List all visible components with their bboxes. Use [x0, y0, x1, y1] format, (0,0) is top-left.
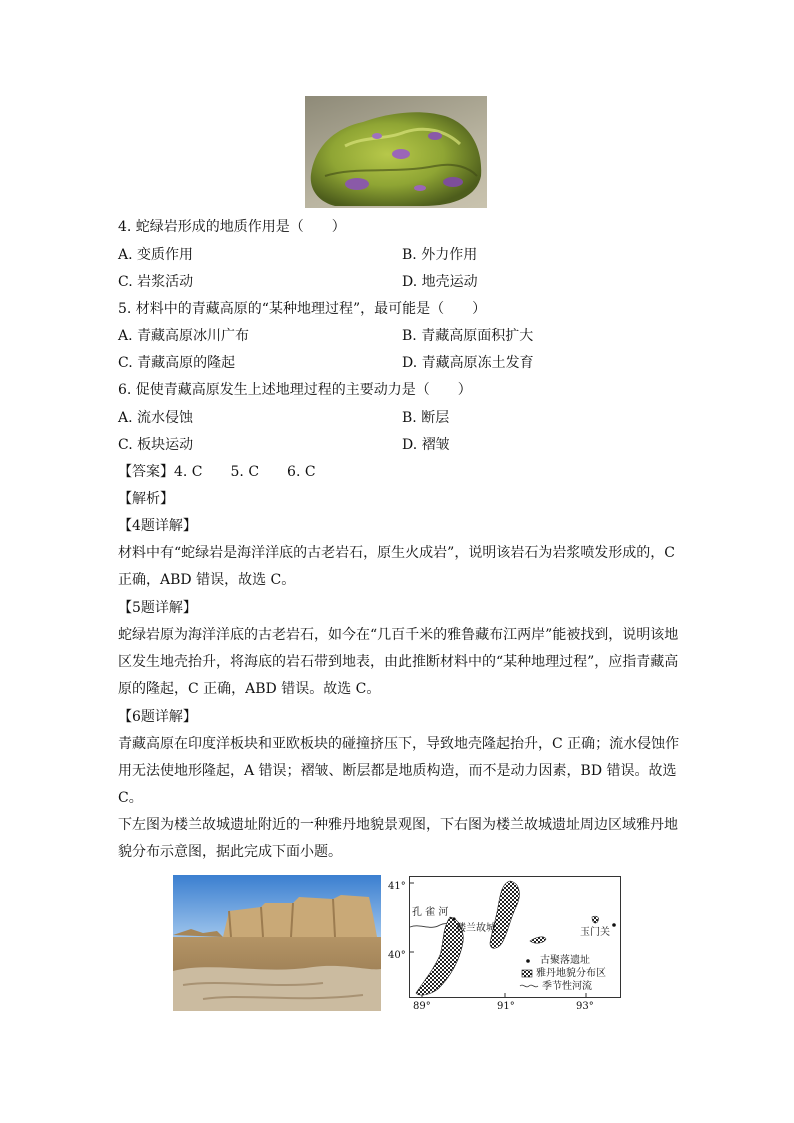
question-4-option-c: C. 岩浆活动: [118, 274, 194, 290]
longitude-93-label: 93°: [576, 1001, 594, 1012]
question-6-option-c: C. 板块运动: [118, 437, 194, 453]
legend-seasonal-river: 季节性河流: [542, 981, 592, 992]
detail-4-line-1: 材料中有“蛇绿岩是海洋洋底的古老岩石，原生火成岩”，说明该岩石为岩浆喷发形成的，C: [118, 545, 676, 561]
question-4-option-d: D. 地壳运动: [402, 274, 478, 290]
yumen-pass-label: 玉门关: [580, 927, 610, 938]
question-4-stem: 4. 蛇绿岩形成的地质作用是（ ）: [118, 219, 346, 235]
detail-5-line-2: 区发生地壳抬升，将海底的岩石带到地表，由此推断材料中的“某种地理过程”，应指青藏高: [118, 654, 679, 670]
detail-5-line-1: 蛇绿岩原为海洋洋底的古老岩石，如今在“几百千米的雅鲁藏布江两岸”能被找到，说明该地: [118, 627, 679, 643]
longitude-89-label: 89°: [413, 1001, 431, 1012]
intro-line-2: 貌分布示意图，据此完成下面小题。: [118, 844, 342, 860]
question-5-option-b: B. 青藏高原面积扩大: [402, 328, 534, 344]
ophiolite-rock-photo: [305, 96, 487, 208]
latitude-40-label: 40°: [388, 950, 406, 961]
question-5-stem: 5. 材料中的青藏高原的“某种地理过程”，最可能是（ ）: [118, 301, 487, 317]
intro-line-1: 下左图为楼兰故城遗址附近的一种雅丹地貌景观图，下右图为楼兰故城遗址周边区域雅丹地: [118, 817, 678, 833]
question-6-option-a: A. 流水侵蚀: [118, 410, 194, 426]
answer-line: 【答案】4. C 5. C 6. C: [118, 464, 316, 480]
detail-4-line-2: 正确，ABD 错误，故选 C。: [118, 572, 296, 588]
detail-5-line-3: 原的隆起，C 正确，ABD 错误。故选 C。: [118, 681, 381, 697]
detail-6-line-2: 用无法使地形隆起，A 错误；褶皱、断层都是地质构造，而不是动力因素，BD 错误。故选: [118, 763, 677, 779]
legend-settlement-site: 古聚落遗址: [540, 955, 590, 966]
question-6-option-d: D. 褶皱: [402, 437, 450, 453]
detail-4-heading: 【4题详解】: [118, 518, 197, 534]
question-6-stem: 6. 促使青藏高原发生上述地理过程的主要动力是（ ）: [118, 382, 472, 398]
map-frame: [409, 876, 621, 998]
question-5-option-c: C. 青藏高原的隆起: [118, 355, 236, 371]
question-5-option-a: A. 青藏高原冰川广布: [118, 328, 250, 344]
detail-6-line-3: C。: [118, 790, 143, 806]
detail-5-heading: 【5题详解】: [118, 600, 197, 616]
analysis-heading: 【解析】: [118, 491, 174, 507]
detail-6-heading: 【6题详解】: [118, 709, 197, 725]
legend-yardang-area: 雅丹地貌分布区: [536, 968, 606, 979]
yardang-landform-photo: [173, 875, 381, 1011]
loulan-ancient-city-label: 楼兰故城: [456, 923, 496, 934]
question-4-option-a: A. 变质作用: [118, 247, 194, 263]
detail-6-line-1: 青藏高原在印度洋板块和亚欧板块的碰撞挤压下，导致地壳隆起抬升，C 正确；流水侵蚀作: [118, 736, 680, 752]
latitude-41-label: 41°: [388, 881, 406, 892]
question-5-option-d: D. 青藏高原冻土发育: [402, 355, 534, 371]
question-6-option-b: B. 断层: [402, 410, 450, 426]
longitude-91-label: 91°: [497, 1001, 515, 1012]
question-4-option-b: B. 外力作用: [402, 247, 478, 263]
kongque-river-label: 孔 雀 河: [412, 907, 449, 918]
